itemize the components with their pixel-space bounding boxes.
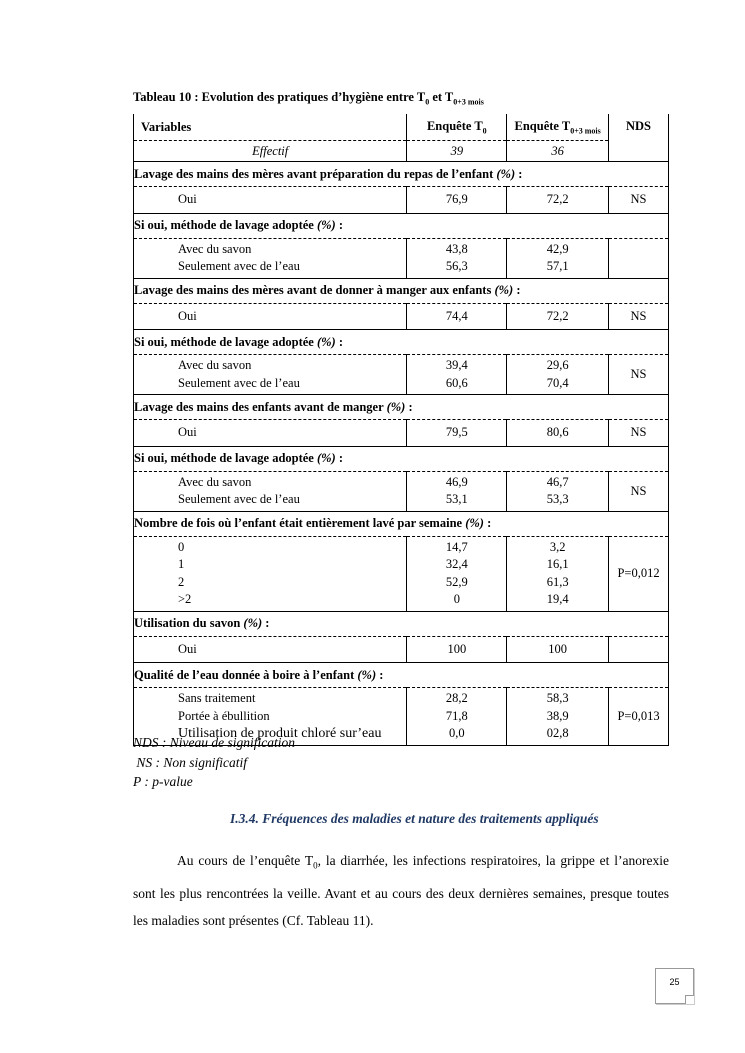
cell-value: 76,9 bbox=[445, 192, 468, 206]
row-label: Avec du savon bbox=[178, 241, 252, 256]
row-label: >2 bbox=[178, 592, 192, 606]
values-t0 bbox=[407, 471, 507, 511]
note-p: P : p-value bbox=[133, 774, 193, 789]
row-label: Utilisation de produit chloré sur’eau bbox=[178, 726, 382, 741]
cell-value: 32,4 bbox=[445, 557, 468, 571]
values-t3 bbox=[507, 303, 609, 330]
row-labels bbox=[134, 536, 407, 611]
section-header-row bbox=[134, 395, 669, 420]
cell-value: 57,1 bbox=[546, 259, 569, 273]
values-t0 bbox=[407, 187, 507, 214]
values-t0 bbox=[407, 420, 507, 447]
row-label: Oui bbox=[178, 641, 197, 656]
section-title: Si oui, méthode de lavage adoptée (%) : bbox=[134, 213, 669, 238]
values-t0 bbox=[407, 536, 507, 611]
data-row bbox=[134, 471, 669, 511]
values-t3 bbox=[507, 420, 609, 447]
values-t0 bbox=[407, 355, 507, 395]
section-title: Lavage des mains des mères avant de donner à manger aux enfants (%) : bbox=[134, 278, 669, 303]
section-header-row bbox=[134, 611, 669, 636]
cell-value: 42,9 bbox=[546, 241, 569, 256]
section-title: Nombre de fois où l’enfant était entièrement lavé par semaine (%) : bbox=[134, 511, 669, 536]
header-enquete-t0: Enquête $T_0$ bbox=[407, 114, 507, 141]
cell-value: 29,6 bbox=[546, 358, 569, 372]
nds-value: NS bbox=[609, 303, 669, 330]
section-header-row bbox=[134, 162, 669, 187]
row-label: 1 bbox=[178, 557, 185, 571]
cell-value: 60,6 bbox=[445, 375, 468, 390]
section-header-row bbox=[134, 511, 669, 536]
section-title: Si oui, méthode de lavage adoptée (%) : bbox=[134, 446, 669, 471]
cell-value: 70,4 bbox=[546, 375, 569, 390]
row-label: Seulement avec de l’eau bbox=[178, 259, 300, 273]
cell-value: 02,8 bbox=[546, 726, 569, 740]
cell-value: 58,3 bbox=[546, 691, 569, 705]
cell-value: 72,2 bbox=[546, 308, 569, 323]
header-variables: Variables bbox=[134, 114, 407, 141]
table-caption: Tableau 10 : Evolution des pratiques d’hygiène entre $T_0$ et $T_{0+3 mois}$ bbox=[133, 90, 484, 107]
row-label: Seulement avec de l’eau bbox=[178, 492, 300, 506]
values-t3 bbox=[507, 238, 609, 278]
page-number-box bbox=[655, 968, 694, 1004]
data-row bbox=[134, 303, 669, 330]
cell-value: 19,4 bbox=[546, 592, 569, 606]
table-notes bbox=[133, 733, 295, 792]
effectif-row bbox=[134, 141, 669, 162]
row-labels bbox=[134, 303, 407, 330]
cell-value: 52,9 bbox=[445, 574, 468, 589]
cell-value: 53,1 bbox=[445, 492, 468, 506]
header-enquete-t3: Enquête $T_{0+3 mois}$ bbox=[507, 114, 609, 141]
data-row bbox=[134, 636, 669, 663]
values-t0 bbox=[407, 636, 507, 663]
cell-value: 39,4 bbox=[445, 358, 468, 372]
cell-value: 71,8 bbox=[445, 708, 468, 723]
section-subheading: I.3.4. Fréquences des maladies et nature des traitements appliqués bbox=[230, 811, 599, 826]
section-header-row bbox=[134, 213, 669, 238]
cell-value: 0 bbox=[453, 592, 460, 606]
header-nds: NDS bbox=[609, 114, 669, 162]
row-label: 0 bbox=[178, 539, 185, 554]
values-t0 bbox=[407, 303, 507, 330]
data-row bbox=[134, 420, 669, 447]
section-header-row bbox=[134, 663, 669, 688]
row-labels bbox=[134, 636, 407, 663]
data-row bbox=[134, 187, 669, 214]
section-header-row bbox=[134, 330, 669, 355]
cell-value: 100 bbox=[447, 641, 467, 656]
section-header-row bbox=[134, 278, 669, 303]
data-row bbox=[134, 536, 669, 611]
data-row bbox=[134, 355, 669, 395]
page-fold bbox=[685, 995, 694, 1004]
row-label: Avec du savon bbox=[178, 474, 252, 489]
section-title: Qualité de l’eau donnée à boire à l’enfant (%) : bbox=[134, 663, 669, 688]
cell-value: 14,7 bbox=[445, 539, 468, 554]
cell-value: 46,9 bbox=[445, 474, 468, 489]
cell-value: 0,0 bbox=[449, 726, 465, 740]
nds-value: NS bbox=[609, 355, 669, 395]
cell-value: 74,4 bbox=[445, 308, 468, 323]
cell-value: 38,9 bbox=[546, 708, 569, 723]
row-labels bbox=[134, 355, 407, 395]
cell-value: 16,1 bbox=[546, 557, 569, 571]
row-labels bbox=[134, 471, 407, 511]
cell-value: 80,6 bbox=[546, 425, 569, 439]
nds-value: NS bbox=[609, 420, 669, 447]
effectif-t3: 36 bbox=[507, 141, 609, 162]
row-label: Portée à ébullition bbox=[178, 708, 270, 723]
cell-value: 3,2 bbox=[549, 539, 566, 554]
cell-value: 46,7 bbox=[546, 474, 569, 489]
nds-value: P=0,013 bbox=[609, 688, 669, 746]
cell-value: 28,2 bbox=[445, 691, 468, 705]
values-t3 bbox=[507, 536, 609, 611]
row-label: Avec du savon bbox=[178, 358, 252, 372]
row-labels bbox=[134, 420, 407, 447]
table-header-row bbox=[134, 114, 669, 141]
values-t3 bbox=[507, 187, 609, 214]
values-t3 bbox=[507, 688, 609, 746]
values-t3 bbox=[507, 355, 609, 395]
values-t0 bbox=[407, 238, 507, 278]
effectif-label: Effectif bbox=[134, 141, 407, 162]
values-t3 bbox=[507, 471, 609, 511]
row-label: 2 bbox=[178, 574, 185, 589]
effectif-t0: 39 bbox=[407, 141, 507, 162]
cell-value: 100 bbox=[548, 641, 567, 656]
row-label: Oui bbox=[178, 192, 197, 206]
row-label: Oui bbox=[178, 308, 197, 323]
section-title: Lavage des mains des mères avant préparation du repas de l’enfant (%) : bbox=[134, 162, 669, 187]
cell-value: 53,3 bbox=[546, 492, 569, 506]
nds-value: P=0,012 bbox=[609, 536, 669, 611]
row-labels bbox=[134, 238, 407, 278]
hygiene-table bbox=[133, 114, 669, 746]
section-title: Si oui, méthode de lavage adoptée (%) : bbox=[134, 330, 669, 355]
note-nds: NDS : Niveau de signification bbox=[133, 735, 295, 750]
cell-value: 56,3 bbox=[445, 259, 468, 273]
section-title: Utilisation du savon (%) : bbox=[134, 611, 669, 636]
row-label: Seulement avec de l’eau bbox=[178, 375, 300, 390]
row-label: Sans traitement bbox=[178, 691, 256, 705]
nds-value bbox=[609, 238, 669, 278]
data-row bbox=[134, 238, 669, 278]
cell-value: 43,8 bbox=[445, 241, 468, 256]
page-number: 25 bbox=[669, 977, 680, 987]
values-t3 bbox=[507, 636, 609, 663]
row-label: Oui bbox=[178, 425, 197, 439]
section-title: Lavage des mains des enfants avant de manger (%) : bbox=[134, 395, 669, 420]
section-header-row bbox=[134, 446, 669, 471]
cell-value: 72,2 bbox=[546, 192, 569, 206]
row-labels bbox=[134, 187, 407, 214]
nds-value: NS bbox=[609, 187, 669, 214]
note-ns: NS : Non significatif bbox=[133, 754, 248, 770]
cell-value: 79,5 bbox=[445, 425, 468, 439]
nds-value: NS bbox=[609, 471, 669, 511]
values-t0 bbox=[407, 688, 507, 746]
body-paragraph: Au cours de l’enquête $T_0$, la diarrhée, les infections respiratoires, la grippe et l’anorexie sont les plus rencontrées la veille. Avant et au cours des deux dernières semaines, presque toutes les maladies sont présentes (Cf. Tableau 11). bbox=[133, 853, 669, 928]
nds-value bbox=[609, 636, 669, 663]
cell-value: 61,3 bbox=[546, 574, 569, 589]
